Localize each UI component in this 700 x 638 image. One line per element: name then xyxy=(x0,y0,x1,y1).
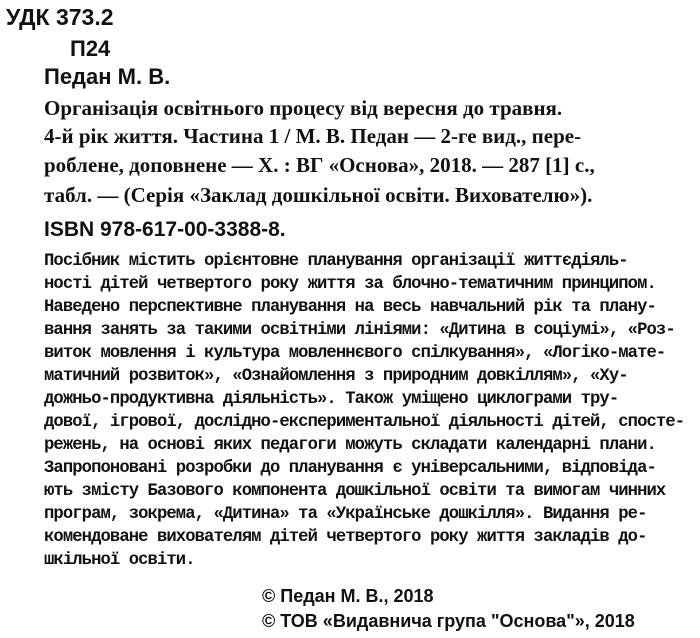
abstract-line: Наведено перспективне планування на весь навчальний рік та плану- xyxy=(44,298,656,317)
copyright-author: © Педан М. В., 2018 xyxy=(262,586,434,606)
udk-classification: УДК 373.2 xyxy=(6,4,114,30)
abstract-line: ності дітей четвертого року життя за блочно-тематичним принципом. xyxy=(44,275,656,294)
bib-line: 4-й рік життя. Частина 1 / М. В. Педан — 2-ге вид., пере- xyxy=(44,124,582,148)
abstract-line: Запропоновані розробки до планування є універсальними, відповіда- xyxy=(44,459,656,478)
abstract-line: вання занять за такими освітніми лініями: «Дитина в соціумі», «Роз- xyxy=(44,321,675,340)
bib-line: Організація освітнього процесу від вересня до травня. xyxy=(44,96,563,120)
abstract-line: дової, ігрової, дослідно-експериментальної діяльності дітей, спосте- xyxy=(44,413,685,432)
author-code: П24 xyxy=(70,36,111,61)
abstract-line: ють змісту Базового компонента дошкільної освіти та вимогам чинних xyxy=(44,482,666,501)
bib-line: табл. — (Серія «Заклад дошкільної освіти. Вихователю»). xyxy=(44,183,593,207)
abstract-line: матичний розвиток», «Ознайомлення з природним довкіллям», «Ху- xyxy=(44,367,628,386)
abstract-line: виток мовлення і культура мовленнєвого спілкування», «Логіко-мате- xyxy=(44,344,666,363)
abstract-line: шкільної освіти. xyxy=(44,551,195,570)
abstract-line: режень, на основі яких педагоги можуть складати календарні плани. xyxy=(44,436,656,455)
abstract-line: Посібник містить орієнтовне планування організації життєдіяль- xyxy=(44,252,628,271)
bib-line: роблене, доповнене — Х. : ВГ «Основа», 2018. — 287 [1] с., xyxy=(44,153,595,177)
author-name: Педан М. В. xyxy=(44,64,171,89)
abstract-line: програм, зокрема, «Дитина» та «Українське дошкілля». Видання ре- xyxy=(44,505,647,524)
abstract-line: комендоване вихователям дітей четвертого року життя закладів до- xyxy=(44,528,647,547)
abstract-line: дожньо-продуктивна діяльність». Також уміщено циклограми тру- xyxy=(44,390,619,409)
copyright-publisher: © ТОВ «Видавнича група "Основа"», 2018 xyxy=(262,611,635,631)
isbn: ISBN 978-617-00-3388-8. xyxy=(44,218,286,241)
